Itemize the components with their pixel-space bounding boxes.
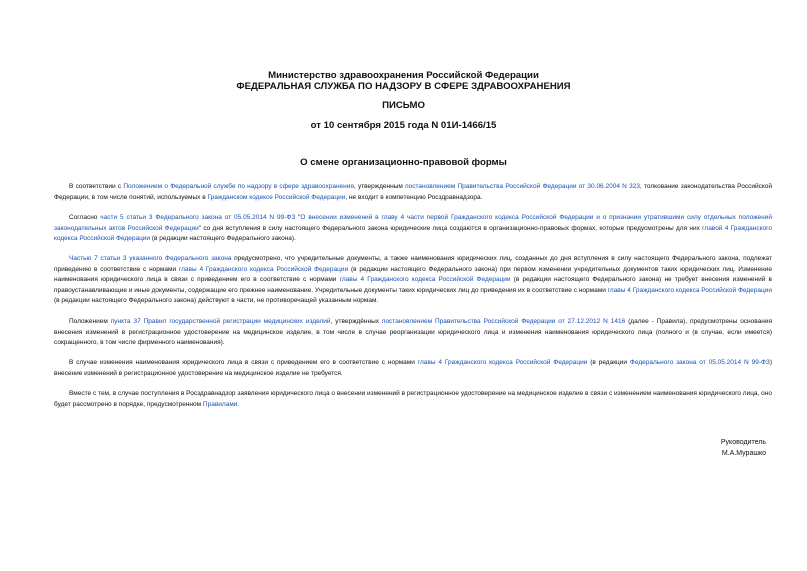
paragraph-text: " [295,214,301,221]
document-link[interactable]: Гражданском кодексе Российской Федерации [207,193,346,201]
document-link[interactable]: Частью 7 статьи 3 указанного Федерального закона [69,255,232,262]
paragraph-text: (в редакции настоящего Федерального закона). [150,235,296,243]
paragraph-text: (в редакции настоящего Федерального закона) при первом изменении учредительных документов таких юридических лиц. Изменение наименования юридического лица в связи с приведением его в соответствие с нормами [54,265,772,284]
paragraph-text: В случае изменения наименования юридического лица в связи с приведением его в соответствие с нормами [69,359,418,366]
service-name: ФЕДЕРАЛЬНАЯ СЛУЖБА ПО НАДЗОРУ В СФЕРЕ ЗДРАВООХРАНЕНИЯ [236,81,571,92]
signature-name: М.А.Мурашко [721,450,766,457]
document-link[interactable]: пункта 37 Правил государственной регистрации медицинских изделий [110,318,331,325]
paragraph-5 [54,358,772,379]
document-link[interactable]: Правилами [202,400,238,408]
paragraph-text: " со дня вступления в силу настоящего Федерального закона юридические лица создаются в организационно-правовых формах, которые предусмотрены для них [198,224,703,232]
paragraph-text: В соответствии с [69,183,124,190]
paragraph-text: (в редакции настоящего Федерального закона) действуют в части, не противоречащей указанным нормам. [54,297,379,305]
paragraph-text: Согласно [69,214,101,221]
document-link[interactable]: главы 4 Гражданского кодекса Российской Федерации [607,286,772,294]
document-link[interactable]: главы 4 Гражданского кодекса Российской Федерации [339,276,511,284]
document-subject: О смене организационно-правовой формы [300,157,507,168]
paragraph-text: Вместе с тем, в случае поступления в Росздравнадзор заявления юридического лица о внесении изменений в регистрационное удостоверение на медицинское изделие в связи с изменением наименования юридического лица, оно будет рассмотрено в порядке, предусмотренном [54,390,772,408]
paragraph-text: (в редакции [587,359,630,366]
paragraph-text: . [237,400,240,408]
paragraph-text: , утверждённых [330,318,382,325]
document-type: ПИСЬМО [382,100,425,111]
document-link[interactable]: главы 4 Гражданского кодекса Российской Федерации [417,359,588,366]
document-link[interactable]: Положением о Федеральной службе по надзору в сфере здравоохранения [123,183,354,190]
paragraph-text: ) внесение изменений в регистрационное удостоверение на медицинское изделие не требуется. [54,359,773,377]
paragraph-text: , утвержденным [353,183,406,190]
paragraph-text: Положением [69,318,111,325]
document-link[interactable]: Федерального закона от 05.05.2014 N 99-ФЗ [629,359,770,366]
paragraph-4 [54,317,772,349]
ministry-name: Министерство здравоохранения Российской Федерации [268,70,539,81]
paragraph-2 [54,213,772,245]
paragraph-6 [54,389,772,410]
document-link[interactable]: О внесении изменений в главу 4 части первой Гражданского кодекса Российской Федерации и о признании утратившими силу отдельных положений законодательных актов Российской Федерации [54,214,772,232]
paragraph-3 [54,254,772,307]
paragraph-text: (далее - Правила), предусмотрены основания внесения изменений в регистрационное удостоверение на медицинское изделие, в том числе в случае реорганизации юридического лица и изменения наименования юридического лица (полного и (в случае, если имеется) сокращенного, в том числе фирменного наименования). [54,318,773,347]
document-link[interactable]: главы 4 Гражданского кодекса Российской Федерации [178,265,349,273]
document-date-number: от 10 сентября 2015 года N 01И-1466/15 [310,120,497,131]
paragraph-text: (в редакции настоящего Федерального закона) не требует внесения изменений в правоустанавливающие и иные документы, содержащие его прежнее наименование. Учредительные документы таких юридических лиц до приведения их в соответствие с нормами [54,276,773,294]
document-link[interactable]: части 5 статьи 3 Федерального закона от 05.05.2014 N 99-ФЗ [100,214,296,221]
paragraph-1 [54,182,772,203]
document-link[interactable]: постановлением Правительства Российской Федерации от 27.12.2012 N 1416 [381,318,626,325]
document-link[interactable]: главой 4 Гражданского кодекса Российской Федерации [54,224,772,243]
signature-title: Руководитель [720,439,766,446]
document-link[interactable]: постановлением Правительства Российской Федерации от 30.06.2004 N 323 [405,183,640,190]
paragraph-text: предусмотрено, что учредительные документы, а также наименования юридических лиц, созданных до дня вступления в силу настоящего Федерального закона, подлежат приведению в соответствие с нормами [54,255,772,273]
paragraph-text: , толкование законодательства Российской Федерации, в том числе понятий, используемых в [54,183,772,201]
paragraph-text: , не входит в компетенцию Росздравнадзора. [345,193,483,201]
